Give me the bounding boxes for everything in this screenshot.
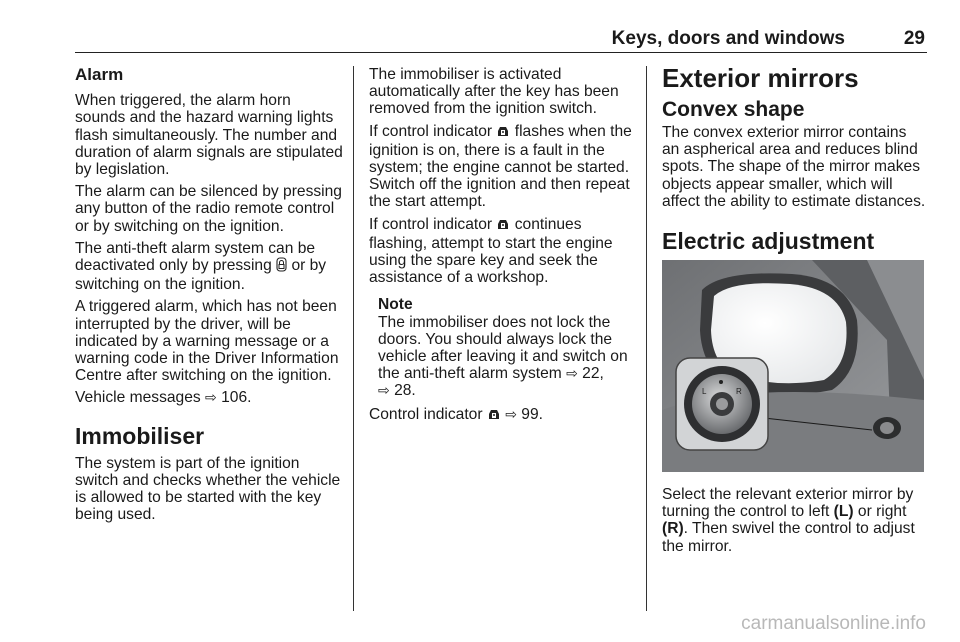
arrow-ref-icon: ⇨ <box>378 382 390 399</box>
alarm-paragraph: When triggered, the alarm horn sounds and the hazard warning lights flash simultaneously. The number and duration of alarm signals are stipulated by legislation. <box>75 92 343 179</box>
note-box <box>369 296 634 399</box>
column-left <box>75 66 343 528</box>
column-right <box>662 63 928 560</box>
alarm-deactivate-paragraph: The anti-theft alarm system can be deactivated only by pressing or by switching on the ignition. <box>75 239 327 294</box>
arrow-ref-icon: ⇨ <box>566 365 578 382</box>
electric-adjustment-heading: Electric adjustment <box>662 228 875 255</box>
watermark: carmanualsonline.info <box>741 613 926 634</box>
immobiliser-indicator-icon <box>496 218 510 235</box>
immobiliser-indicator-icon <box>496 125 510 142</box>
knob-label-l: L <box>702 387 707 397</box>
control-indicator-ref: Control indicator ⇨ 99. <box>369 406 634 425</box>
lock-button-icon <box>276 257 287 276</box>
alarm-heading: Alarm <box>75 65 124 84</box>
column-divider <box>646 66 647 611</box>
mirror-control-figure <box>662 260 924 472</box>
triggered-alarm-paragraph: A triggered alarm, which has not been interrupted by the driver, will be indicated by a warning message or a warning code in the Driver Information Centre after switching on the ignition. <box>75 298 339 385</box>
page-number: 29 <box>903 28 925 49</box>
note-title: Note <box>378 296 413 314</box>
column-divider <box>353 66 354 611</box>
exterior-mirrors-heading: Exterior mirrors <box>662 63 859 93</box>
vehicle-messages-ref: Vehicle messages ⇨ 106. <box>75 389 252 407</box>
convex-shape-paragraph: The convex exterior mirror contains an aspherical area and reduces blind spots. The shape of the mirror makes objects appear smaller, which will affect the ability to estimate distances. <box>662 124 926 210</box>
immobiliser-indicator-icon <box>487 408 501 425</box>
electric-adjustment-paragraph: Select the relevant exterior mirror by turning the control to left (L) or right (R). Then swivel the control to adjust the mirror. <box>662 486 915 555</box>
header-title: Keys, doors and windows <box>611 28 845 49</box>
arrow-ref-icon: ⇨ <box>205 389 217 406</box>
indicator-continues-paragraph: If control indicator continues flashing, attempt to start the engine using the spare key and seek the assistance of a workshop. <box>369 215 613 287</box>
alarm-silence-paragraph: The alarm can be silenced by pressing any button of the radio remote control or by switching on the ignition. <box>75 183 342 235</box>
mirror-control-illustration <box>662 260 924 472</box>
immobiliser-activated-paragraph: The immobiliser is activated automatically after the key has been removed from the ignition switch. <box>369 66 619 118</box>
column-middle <box>369 66 634 430</box>
page-header <box>75 28 927 53</box>
note-text: The immobiliser does not lock the doors. You should always lock the vehicle after leaving it and switch on the anti-theft alarm system ⇨ 22, ⇨ 28. <box>378 313 628 400</box>
convex-shape-heading: Convex shape <box>662 98 805 121</box>
immobiliser-paragraph: The system is part of the ignition switch and checks whether the vehicle is allowed to be started with the key being used. <box>75 454 341 524</box>
arrow-ref-icon: ⇨ <box>505 405 517 422</box>
immobiliser-heading: Immobiliser <box>75 422 205 449</box>
knob-label-r: R <box>736 387 742 397</box>
indicator-flash-paragraph: If control indicator flashes when the ignition is on, there is a fault in the system; the engine cannot be started. Switch off the ignition and then repeat the start attempt. <box>369 122 632 211</box>
